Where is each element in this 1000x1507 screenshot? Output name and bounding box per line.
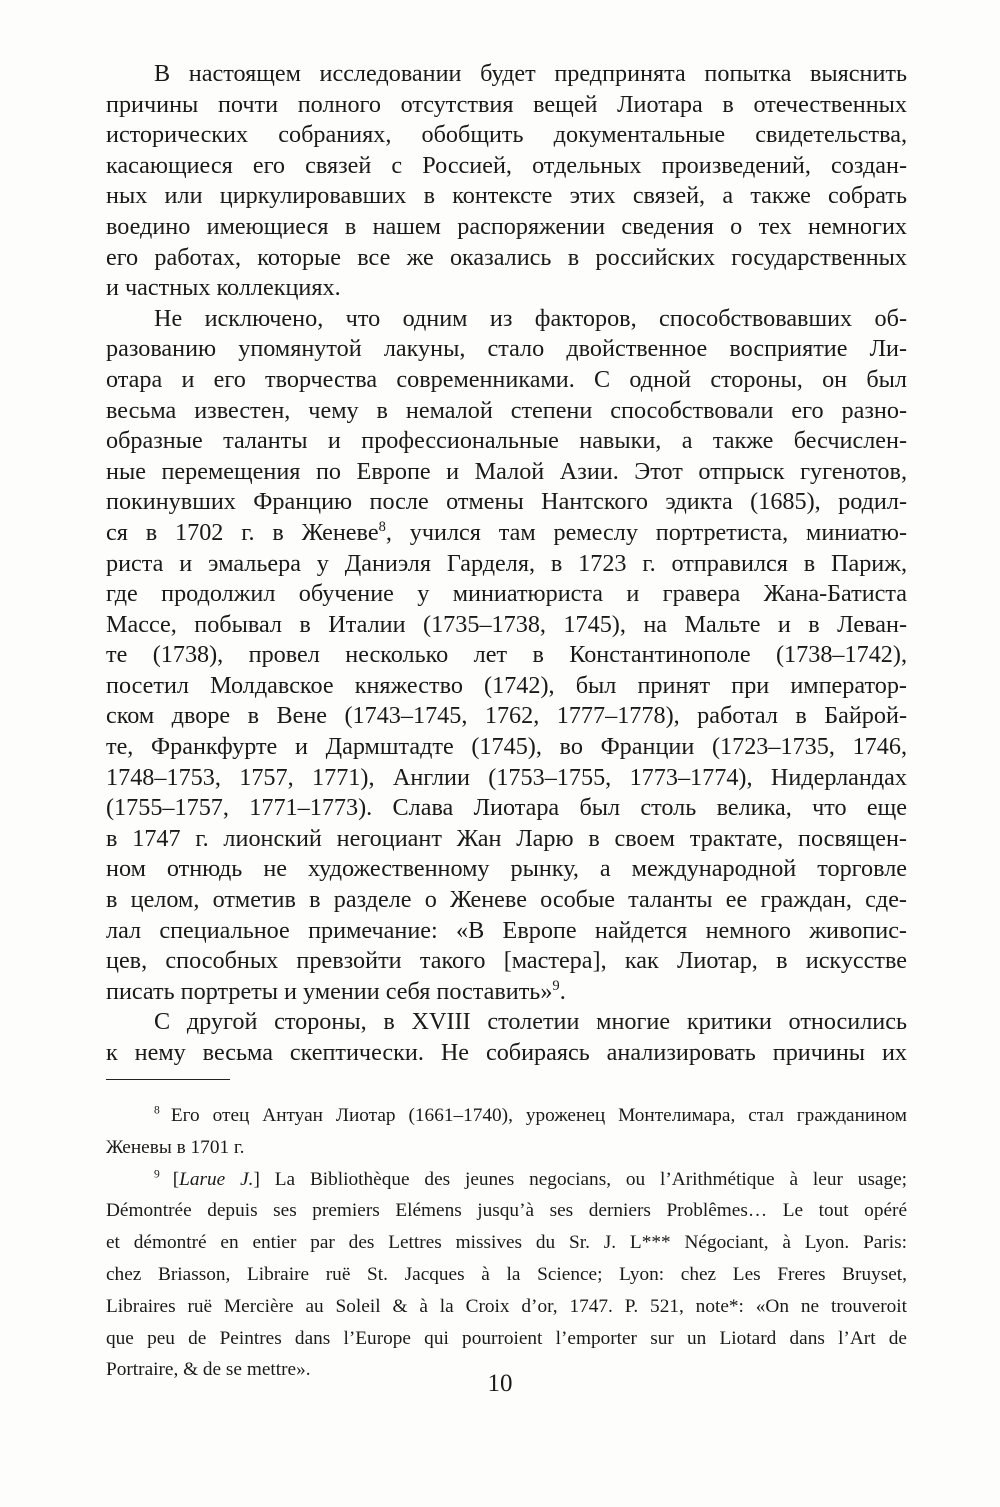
text-line: 1748–1753, 1757, 1771), Англии (1753–1755, 1773–1774), Нидерландах [106,763,907,791]
text-line: Не исключено, что одним из факторов, способствовавших об- [154,304,907,332]
footnote-line: Женевы в 1701 г. [106,1136,245,1158]
text-line: образные таланты и профессиональные навыки, а также бесчислен- [106,427,907,455]
text-line: разованию упомянутой лакуны, стало двойственное восприятие Ли- [106,335,907,363]
footnote-line: chez Briasson, Libraire ruë St. Jacques à la Science; Lyon: chez Les Freres Bruyset, [106,1263,907,1285]
footnote-reference[interactable]: 8 [378,518,386,535]
text-line: цев, способных превзойти такого [мастера], как Лиотар, в искусстве [106,947,907,975]
text-line: лал специальное примечание: «В Европе найдется немного живопис- [106,916,907,944]
paragraph [106,1007,907,1068]
text-line: Массе, побывал в Италии (1735–1738, 1745), на Мальте и в Леван- [106,610,907,638]
footnotes [106,1100,907,1386]
text-line: посетил Молдавское княжество (1742), был принят при император- [106,671,907,699]
text-line: и частных коллекциях. [106,274,341,302]
author-name: Larue J. [179,1168,254,1190]
text-line: ных или циркулировавших в контексте этих связей, а также собрать [106,182,907,210]
paragraph [106,304,907,1008]
footnote-9 [106,1164,907,1387]
text-line: в целом, отметив в разделе о Женеве особые таланты ее граждан, сде- [106,886,907,914]
text-line: ные перемещения по Европе и Малой Азии. Этот отпрыск гугенотов, [106,457,907,485]
text-line: писать портреты и умении себя поставить»$^9$. [106,977,566,1005]
text-line: С другой стороны, в XVIII столетии многие критики относились [154,1008,907,1036]
footnote-reference[interactable]: 9 [552,977,560,994]
footnote-line: Portraire, & de se mettre». [106,1359,311,1381]
text-line: (1755–1757, 1771–1773). Слава Лиотара был столь велика, что еще [106,794,907,822]
text-line: исторических собраниях, обобщить документальные свидетельства, [106,121,907,149]
page-number: 10 [487,1370,513,1397]
footnote-line: et démontré en entier par des Lettres missives du Sr. J. L*** Négociant, à Lyon. Paris: [106,1232,907,1254]
text-line: весьма известен, чему в немалой степени способствовали его разно- [106,396,907,424]
body-text [106,59,907,1069]
footnote-line: Libraires ruë Mercière au Soleil & à la Croix d’or, 1747. P. 521, note*: «On ne trouveroit [106,1295,907,1317]
text-line: причины почти полного отсутствия вещей Лиотара в отечественных [106,90,907,118]
text-line: В настоящем исследовании будет предпринята попытка выяснить [154,60,907,87]
text-line: где продолжил обучение у миниатюриста и гравера Жана-Батиста [106,580,907,608]
footnote-8 [106,1100,907,1164]
text-line: ся в 1702 г. в Женеве$^8$, учился там ремеслу портретиста, миниатю- [106,518,908,546]
text-line: те, Франкфурте и Дармштадте (1745), во Франции (1723–1735, 1746, [106,733,907,761]
footnote-number: 9 [154,1167,173,1181]
text-line: к нему весьма скептически. Не собираясь анализировать причины их [106,1039,907,1066]
text-line: касающиеся его связей с Россией, отдельных произведений, создан- [106,151,907,179]
text-line: его работах, которые все же оказались в российских государственных [106,243,907,271]
text-line: в 1747 г. лионский негоциант Жан Ларю в своем трактате, посвящен- [106,824,907,852]
footnote-line: que peu de Peintres dans l’Europe qui pourroient l’emporter sur un Liotard dans l’Art de [106,1327,907,1349]
text-line: те (1738), провел несколько лет в Константинополе (1738–1742), [106,641,907,669]
footnote-line: $^8$ Его отец Антуан Лиотар (1661–1740), уроженец Монтелимара, стал гражданином [154,1103,907,1126]
text-line: ском дворе в Вене (1743–1745, 1762, 1777–1778), работал в Байрой- [106,702,907,730]
text-line: риста и эмальера у Даниэля Гарделя, в 1723 г. отправился в Париж, [106,549,907,577]
footnote-line: $^9$ [Larue J.] La Bibliothèque des jeunes negocians, ou l’Arithmétique à leur usage; [154,1167,908,1190]
footnote-number: 8 [154,1103,171,1117]
text-line: воедино имеющиеся в нашем распоряжении сведения о тех немногих [106,212,907,240]
text-line: покинувших Францию после отмены Нантского эдикта (1685), родил- [106,488,907,516]
footnote-line: Démontrée depuis ses premiers Elémens jusqu’à ses derniers Problêmes… Le tout opéré [106,1200,907,1222]
text-line: ном отнюдь не художественному рынку, а международной торговле [106,855,907,883]
footnote-separator [106,1079,230,1080]
paragraph [106,59,907,304]
text-line: отара и его творчества современниками. С одной стороны, он был [106,365,907,393]
